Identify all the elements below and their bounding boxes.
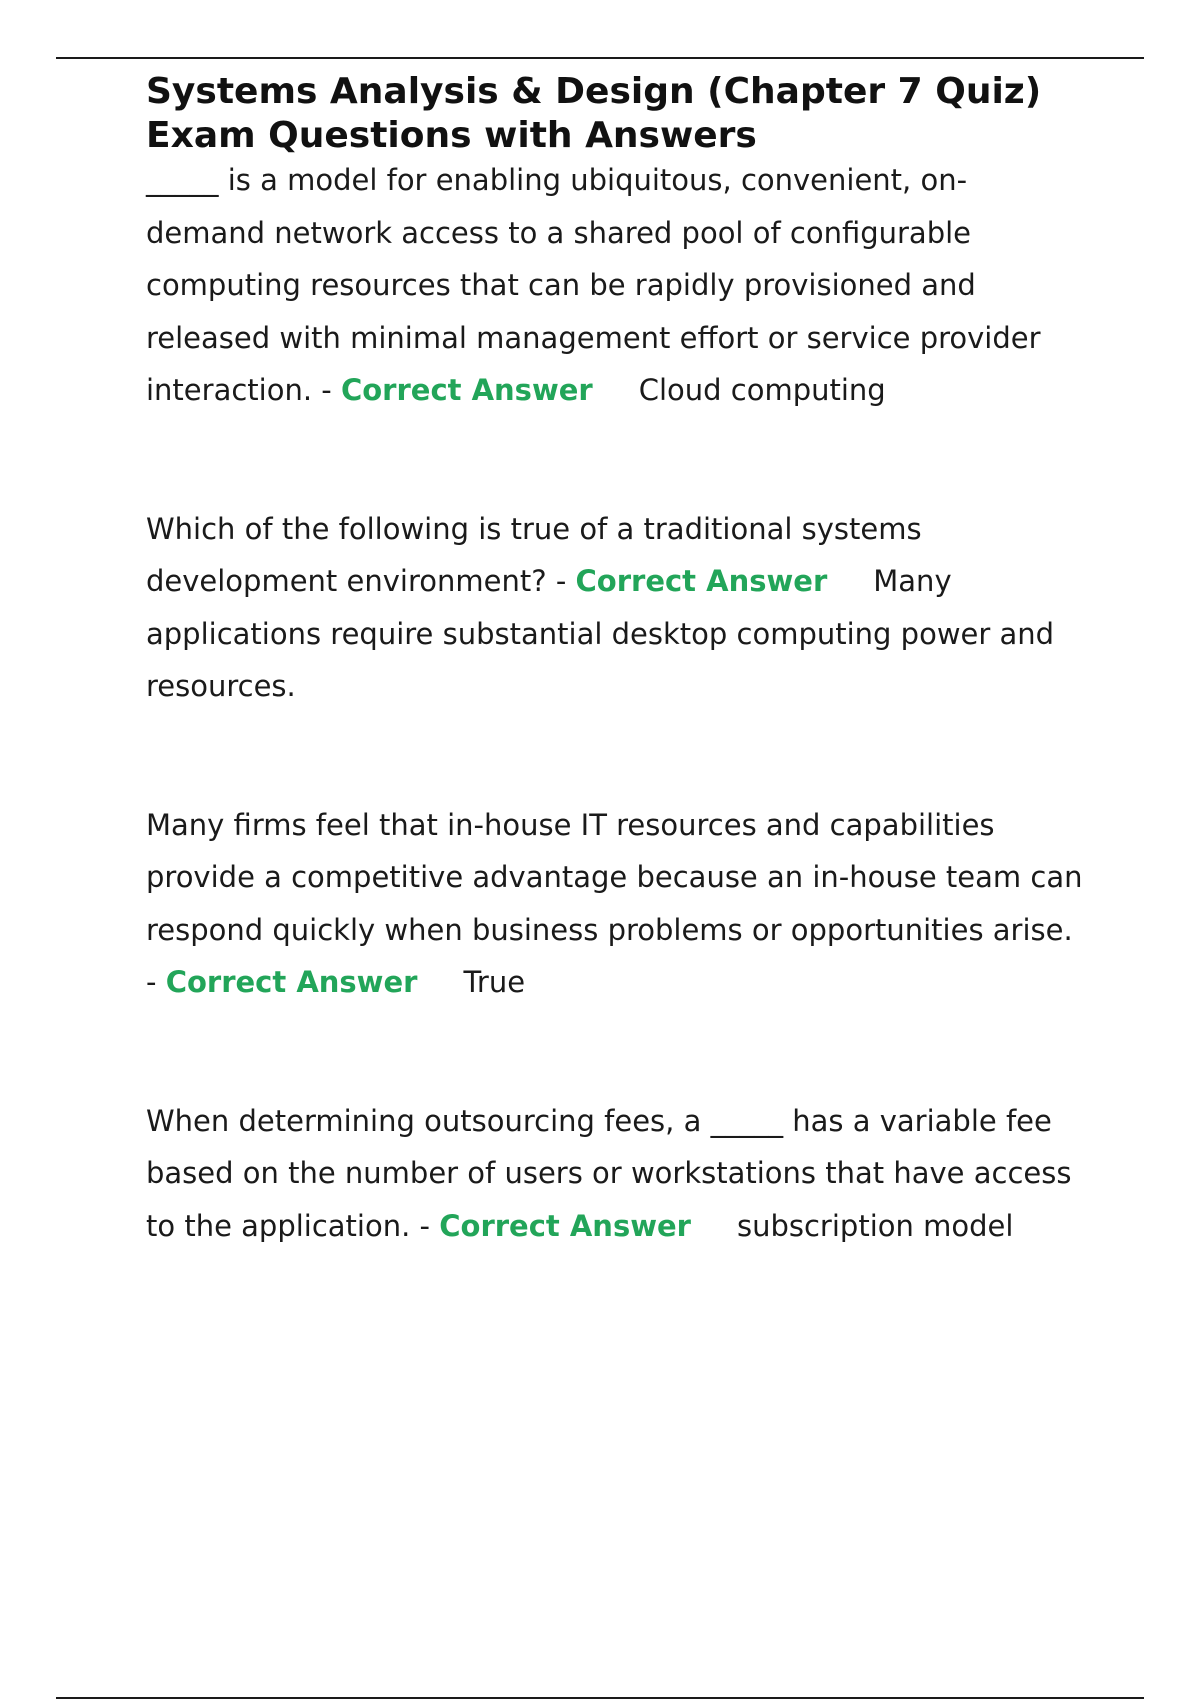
qa-item-2 <box>146 503 1086 713</box>
answer-text: subscription model <box>736 1208 1014 1243</box>
correct-answer-label: Correct Answer <box>340 373 593 407</box>
answer-text: Many applications require substantial desktop computing power and resources. <box>146 564 1055 703</box>
answer-text: Cloud computing <box>638 373 886 407</box>
qa-item-1 <box>146 154 1086 417</box>
question-text: Which of the following is true of a traditional systems development environment? - <box>146 511 922 598</box>
qa-item-3 <box>146 799 1086 1009</box>
correct-answer-label: Correct Answer <box>575 564 828 598</box>
correct-answer-label: Correct Answer <box>165 965 418 999</box>
qa-item-4 <box>146 1095 1086 1253</box>
correct-answer-label: Correct Answer <box>439 1208 691 1243</box>
top-rule <box>56 57 1144 59</box>
qa-list <box>146 154 1086 1252</box>
document-body <box>146 70 1086 1338</box>
question-text: Many firms feel that in-house IT resources and capabilities provide a competitive advantage because an in-house team can respond quickly when business problems or opportunities arise. - <box>146 807 1083 999</box>
question-text: When determining outsourcing fees, a _____ has a variable fee based on the number of users or workstations that have access to the application. - <box>146 1103 1072 1243</box>
bottom-rule <box>56 1697 1144 1699</box>
document-title: Systems Analysis & Design (Chapter 7 Quiz) Exam Questions with Answers <box>146 71 1042 156</box>
answer-text: True <box>463 965 526 999</box>
question-text: _____ is a model for enabling ubiquitous, convenient, on-demand network access to a shared pool of configurable computing resources that can be rapidly provisioned and released with minimal management effort or service provider interaction. - <box>146 163 1041 407</box>
